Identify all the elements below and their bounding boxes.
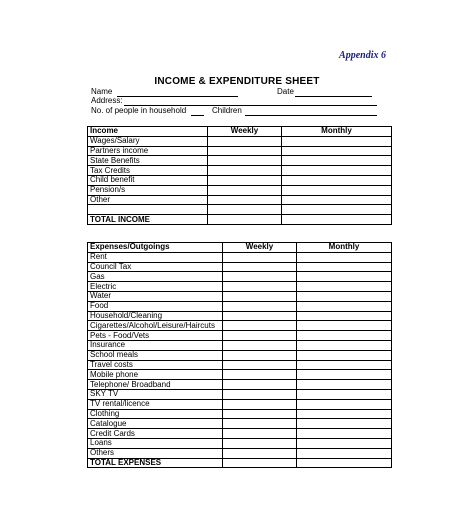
income-header: Income <box>88 127 208 137</box>
expenses-row-label: Clothing <box>88 409 223 419</box>
expenses-row-label: Cigarettes/Alcohol/Leisure/Haircuts <box>88 321 223 331</box>
table-row <box>88 409 392 419</box>
expenses-row-label: Insurance <box>88 340 223 350</box>
expenses-monthly-cell[interactable] <box>297 360 392 370</box>
income-weekly-cell[interactable] <box>208 146 282 156</box>
expenses-weekly-cell[interactable] <box>223 389 297 399</box>
income-row-label <box>88 205 208 215</box>
table-row <box>88 262 392 272</box>
expenses-monthly-cell[interactable] <box>297 429 392 439</box>
table-row <box>88 272 392 282</box>
expenses-row-label: Water <box>88 291 223 301</box>
expenses-header: Expenses/Outgoings <box>88 243 223 253</box>
table-row <box>88 350 392 360</box>
expenses-monthly-cell[interactable] <box>297 409 392 419</box>
income-monthly-cell[interactable] <box>282 146 392 156</box>
name-field[interactable] <box>117 96 238 97</box>
expenses-row-label: Mobile phone <box>88 370 223 380</box>
expenses-row-label: School meals <box>88 350 223 360</box>
income-table <box>87 126 392 225</box>
children-label: Children <box>212 106 242 115</box>
income-monthly-cell[interactable] <box>282 166 392 176</box>
income-monthly-cell[interactable] <box>282 205 392 215</box>
table-row <box>88 291 392 301</box>
expenses-weekly-header: Weekly <box>223 243 297 253</box>
expenses-row-label: Pets - Food/Vets <box>88 331 223 341</box>
table-row <box>88 389 392 399</box>
expenses-weekly-cell[interactable] <box>223 321 297 331</box>
income-weekly-cell[interactable] <box>208 205 282 215</box>
expenses-row-label: Rent <box>88 252 223 262</box>
income-monthly-cell[interactable] <box>282 195 392 205</box>
expenses-monthly-cell[interactable] <box>297 262 392 272</box>
expenses-row-label: Travel costs <box>88 360 223 370</box>
expenses-weekly-cell[interactable] <box>223 360 297 370</box>
expenses-row-label: Telephone/ Broadband <box>88 380 223 390</box>
income-monthly-header: Monthly <box>282 127 392 137</box>
table-row <box>88 252 392 262</box>
income-weekly-cell[interactable] <box>208 166 282 176</box>
expenses-monthly-cell[interactable] <box>297 272 392 282</box>
expenses-weekly-cell[interactable] <box>223 409 297 419</box>
expenses-weekly-cell[interactable] <box>223 458 297 468</box>
income-total-row <box>88 215 392 225</box>
table-row <box>88 166 392 176</box>
income-monthly-cell[interactable] <box>282 156 392 166</box>
expenses-monthly-cell[interactable] <box>297 301 392 311</box>
sheet-title: INCOME & EXPENDITURE SHEET <box>154 76 320 87</box>
expenses-weekly-cell[interactable] <box>223 370 297 380</box>
expenses-weekly-cell[interactable] <box>223 311 297 321</box>
income-row-label: Other <box>88 195 208 205</box>
expenses-monthly-cell[interactable] <box>297 448 392 458</box>
expenses-monthly-cell[interactable] <box>297 291 392 301</box>
expenses-monthly-cell[interactable] <box>297 282 392 292</box>
expenses-row-label: Electric <box>88 282 223 292</box>
expenses-weekly-cell[interactable] <box>223 419 297 429</box>
expenses-total-row <box>88 458 392 468</box>
expenses-monthly-cell[interactable] <box>297 370 392 380</box>
table-row <box>88 380 392 390</box>
expenses-table <box>87 242 392 468</box>
income-monthly-cell[interactable] <box>282 185 392 195</box>
table-row <box>88 175 392 185</box>
table-row <box>88 331 392 341</box>
table-row <box>88 136 392 146</box>
table-row <box>88 370 392 380</box>
expenses-monthly-header: Monthly <box>297 243 392 253</box>
appendix-label: Appendix 6 <box>339 50 386 61</box>
people-field[interactable] <box>191 115 204 116</box>
table-row <box>88 301 392 311</box>
income-weekly-cell[interactable] <box>208 136 282 146</box>
expenses-weekly-cell[interactable] <box>223 380 297 390</box>
table-row <box>88 429 392 439</box>
expenses-monthly-cell[interactable] <box>297 458 392 468</box>
expenses-row-label: Food <box>88 301 223 311</box>
date-label: Date <box>277 87 294 96</box>
expenses-monthly-cell[interactable] <box>297 380 392 390</box>
expenses-monthly-cell[interactable] <box>297 340 392 350</box>
income-monthly-cell[interactable] <box>282 215 392 225</box>
expenses-monthly-cell[interactable] <box>297 350 392 360</box>
people-label: No. of people in household <box>91 106 187 115</box>
expenses-weekly-cell[interactable] <box>223 448 297 458</box>
expenses-monthly-cell[interactable] <box>297 331 392 341</box>
table-row <box>88 360 392 370</box>
expenses-row-label: Gas <box>88 272 223 282</box>
expenses-row-label: TV rental/licence <box>88 399 223 409</box>
expenses-weekly-cell[interactable] <box>223 350 297 360</box>
expenses-row-label: Household/Cleaning <box>88 311 223 321</box>
table-row <box>88 156 392 166</box>
expenses-monthly-cell[interactable] <box>297 399 392 409</box>
table-row <box>88 399 392 409</box>
income-row-label: Partners income <box>88 146 208 156</box>
expenses-weekly-cell[interactable] <box>223 340 297 350</box>
income-row-label: State Benefits <box>88 156 208 166</box>
name-label: Name <box>91 87 113 96</box>
table-row <box>88 195 392 205</box>
expenses-row-label: Catalogue <box>88 419 223 429</box>
expenses-row-label: Others <box>88 448 223 458</box>
income-weekly-cell[interactable] <box>208 215 282 225</box>
table-row <box>88 146 392 156</box>
expenses-row-label: Credit Cards <box>88 429 223 439</box>
expenses-monthly-cell[interactable] <box>297 389 392 399</box>
income-weekly-cell[interactable] <box>208 195 282 205</box>
income-row-label: Tax Credits <box>88 166 208 176</box>
expenses-monthly-cell[interactable] <box>297 311 392 321</box>
table-row <box>88 282 392 292</box>
expenses-monthly-cell[interactable] <box>297 321 392 331</box>
expenses-weekly-cell[interactable] <box>223 252 297 262</box>
income-weekly-cell[interactable] <box>208 156 282 166</box>
expenses-monthly-cell[interactable] <box>297 252 392 262</box>
table-row <box>88 311 392 321</box>
address-label: Address: <box>91 96 123 105</box>
expenses-weekly-cell[interactable] <box>223 282 297 292</box>
date-field[interactable] <box>295 96 372 97</box>
expenses-total-label: TOTAL EXPENSES <box>88 458 223 468</box>
income-weekly-cell[interactable] <box>208 175 282 185</box>
expenses-weekly-cell[interactable] <box>223 331 297 341</box>
table-row <box>88 438 392 448</box>
expenses-weekly-cell[interactable] <box>223 301 297 311</box>
expenses-weekly-cell[interactable] <box>223 291 297 301</box>
income-weekly-header: Weekly <box>208 127 282 137</box>
table-row <box>88 340 392 350</box>
table-row <box>88 205 392 215</box>
income-total-label: TOTAL INCOME <box>88 215 208 225</box>
income-monthly-cell[interactable] <box>282 136 392 146</box>
expenses-row-label: SKY TV <box>88 389 223 399</box>
expenses-row-label: Loans <box>88 438 223 448</box>
table-row <box>88 321 392 331</box>
table-row <box>88 185 392 195</box>
expenses-weekly-cell[interactable] <box>223 272 297 282</box>
income-row-label: Pension/s <box>88 185 208 195</box>
expenses-weekly-cell[interactable] <box>223 399 297 409</box>
table-row <box>88 448 392 458</box>
income-row-label: Child benefit <box>88 175 208 185</box>
income-row-label: Wages/Salary <box>88 136 208 146</box>
expenses-weekly-cell[interactable] <box>223 262 297 272</box>
expenses-monthly-cell[interactable] <box>297 419 392 429</box>
income-weekly-cell[interactable] <box>208 185 282 195</box>
expenses-row-label: Council Tax <box>88 262 223 272</box>
income-monthly-cell[interactable] <box>282 175 392 185</box>
expenses-weekly-cell[interactable] <box>223 429 297 439</box>
children-field[interactable] <box>245 115 377 116</box>
expenses-monthly-cell[interactable] <box>297 438 392 448</box>
table-row <box>88 419 392 429</box>
expenses-weekly-cell[interactable] <box>223 438 297 448</box>
